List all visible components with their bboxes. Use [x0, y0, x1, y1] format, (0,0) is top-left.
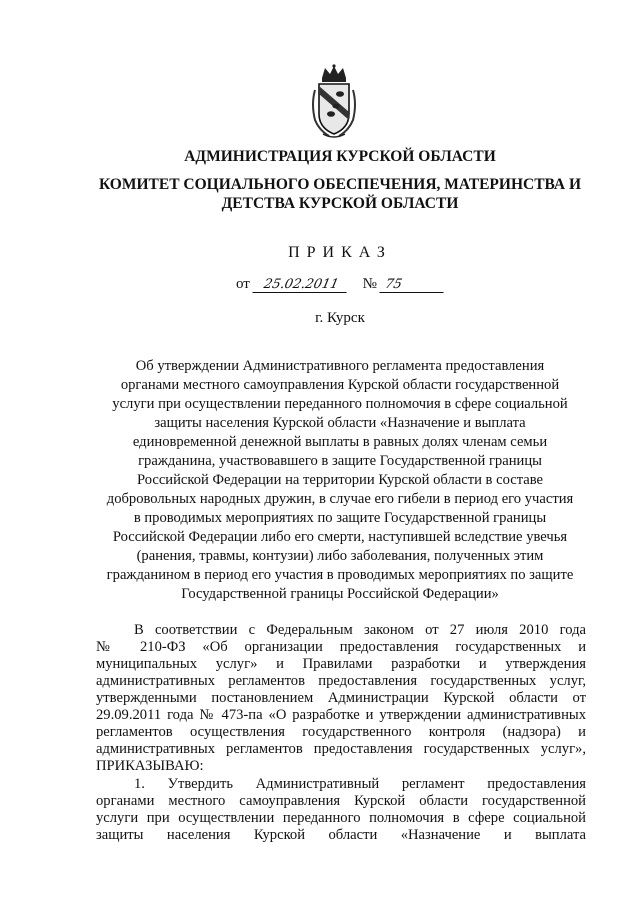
- subject-line: защиты населения Курской области «Назначение и выплата: [154, 415, 526, 431]
- city-name: г. Курск: [315, 310, 365, 326]
- subject-line: (ранения, травмы, контузии) либо заболевания, полученных этим: [136, 548, 544, 564]
- committee-name-line1: КОМИТЕТ СОЦИАЛЬНОГО ОБЕСПЕЧЕНИЯ, МАТЕРИНСТВА И: [98, 176, 582, 193]
- number-prefix: №: [362, 276, 377, 292]
- subject-line: Российской Федерации на территории Курской области в составе: [136, 472, 544, 488]
- order-subject: [96, 357, 584, 604]
- order-keyword: ПРИКАЗЫВАЮ:: [96, 758, 204, 774]
- organization-name: АДМИНИСТРАЦИЯ КУРСКОЙ ОБЛАСТИ: [184, 148, 496, 165]
- handwritten-number: 75: [379, 278, 446, 293]
- coat-of-arms-icon: [309, 64, 359, 140]
- handwritten-date: 25.02.2011: [252, 278, 349, 293]
- subject-line: Российской Федерации либо его смерти, наступившей вследствие увечья: [112, 529, 568, 545]
- subject-line: Об утверждении Административного регламента предоставления: [135, 358, 545, 374]
- paragraph-line: 29.09.2011 года № 473-па «О разработке и утверждении административных: [96, 707, 586, 723]
- date-prefix: от: [236, 276, 250, 292]
- paragraph-line: регламентов осуществления государственного контроля (надзора) и: [96, 724, 586, 740]
- paragraph-line: органами местного самоуправления Курской области государственной: [96, 793, 586, 809]
- subject-line: гражданином в период его участия в проводимых мероприятиях по защите: [106, 567, 574, 583]
- document-title: ПРИКАЗ: [288, 244, 392, 261]
- paragraph-line: услуги при осуществлении переданного полномочия в сфере социальной: [96, 810, 586, 826]
- subject-line: Государственной границы Российской Федерации»: [181, 586, 499, 602]
- paragraph-line: № 210-ФЗ «Об организации предоставления государственных и: [96, 639, 586, 655]
- subject-line: добровольных народных дружин, в случае его гибели в период его участия: [106, 491, 574, 507]
- paragraph-line: защиты населения Курской области «Назначение и выплата: [96, 827, 586, 843]
- paragraph-line: административных регламентов предоставления государственных услуг,: [96, 673, 586, 689]
- subject-line: гражданина, участвовавшего в защите Государственной границы: [138, 453, 542, 469]
- paragraph-line: административных регламентов предоставления государственных услуг»,: [96, 741, 586, 757]
- preamble-paragraph: [96, 622, 586, 775]
- paragraph-line: муниципальных услуг» и Правилами разработки и утверждения: [96, 656, 586, 672]
- paragraph-line: утвержденными постановлением Администрации Курской области от: [96, 690, 586, 706]
- subject-line: услуги при осуществлении переданного полномочия в сфере социальной: [112, 396, 568, 412]
- subject-line: единовременной денежной выплаты в равных долях членам семьи: [132, 434, 548, 450]
- subject-line: органами местного самоуправления Курской области государственной: [120, 377, 560, 393]
- item-1-paragraph: [96, 776, 586, 844]
- committee-name: [60, 175, 620, 213]
- paragraph-line: 1. Утвердить Административный регламент предоставления: [134, 776, 586, 792]
- subject-line: в проводимых мероприятиях по защите Государственной границы: [133, 510, 547, 526]
- committee-name-line2: ДЕТСТВА КУРСКОЙ ОБЛАСТИ: [221, 195, 459, 212]
- date-number-line: [236, 276, 445, 293]
- paragraph-line: В соответствии с Федеральным законом от 27 июля 2010 года: [134, 622, 586, 638]
